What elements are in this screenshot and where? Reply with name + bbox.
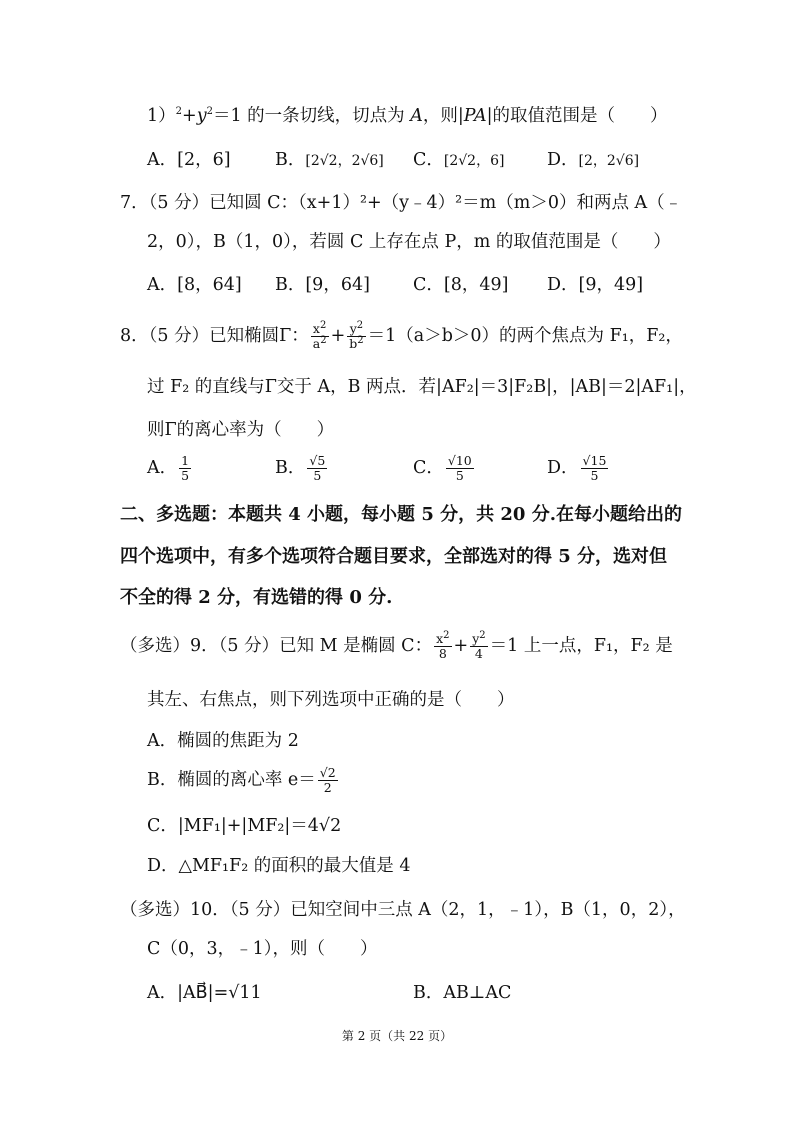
q9-line-1: （多选）9．（5 分）已知 M 是椭圆 C： $\frac{x^2}{8}$ + $\frac{y^2}{4}$ ＝1 上一点，F₁，F₂ 是 (120, 629, 673, 661)
q8-line-2: 过 F₂ 的直线与Γ交于 A，B 两点．若|AF₂|＝3|F₂B|，|AB|＝2|AF₁|， (147, 377, 697, 397)
q6-option-d: D．[2，2√6] (547, 150, 640, 170)
q8-fraction-x: $\frac{x^2}{a^2}$ (312, 319, 327, 351)
section-heading-line-2: 四个选项中，有多个选项符合题目要求，全部选对的得 5 分，选对但 (120, 546, 668, 567)
q8-line-1: 8．（5 分）已知椭圆Γ： $\frac{x^2}{a^2}$ + $\frac{y^2}{b^2}$ ＝1（a＞b＞0）的两个焦点为 F₁，F₂， (120, 319, 683, 351)
q8-option-a: A． $\frac{1}{5}$ (147, 453, 190, 483)
q7-option-b: B．[9，64] (275, 275, 370, 295)
q7-line-1: 7．（5 分）已知圆 C：（x+1）²+（y﹣4）²＝m（m＞0）和两点 A（﹣ (120, 193, 683, 213)
q9-option-d: D．△MF₁F₂ 的面积的最大值是 4 (147, 856, 411, 876)
q10-option-a: A．|AB⃗|=√11 (147, 983, 262, 1003)
q10-option-b: B．AB⊥AC (413, 983, 512, 1003)
q8-option-c: C． $\frac{√10}{5}$ (413, 453, 472, 483)
q7-option-a: A．[8，64] (147, 275, 242, 295)
q10-line-2: C（0，3，﹣1），则（ ） (147, 939, 378, 959)
q8-option-b: B． $\frac{√5}{5}$ (275, 453, 326, 483)
section-heading-line-3: 不全的得 2 分，有选错的得 0 分. (120, 587, 393, 608)
q10-line-1: （多选）10．（5 分）已知空间中三点 A（2，1，﹣1），B（1，0，2）， (120, 900, 686, 920)
q7-option-d: D．[9，49] (547, 275, 644, 295)
q9-line-2: 其左、右焦点，则下列选项中正确的是（ ） (147, 690, 515, 710)
q6-option-b: B．[2√2，2√6] (275, 150, 384, 170)
section-heading-line-1: 二、多选题：本题共 4 小题，每小题 5 分，共 20 分.在每小题给出的 (120, 504, 682, 525)
q8-fraction-y: $\frac{y^2}{b^2}$ (349, 319, 364, 351)
q8-line-3: 则Γ的离心率为（ ） (147, 420, 335, 440)
q9-option-c: C．|MF₁|+|MF₂|＝4√2 (147, 816, 342, 836)
q7-option-c: C．[8，49] (413, 275, 509, 295)
q6-option-a: A．[2，6] (147, 150, 231, 170)
q6-option-c: C．[2√2，6] (413, 150, 505, 170)
q6-tail-line: $1)^2+y^2=1$ 的一条切线，切点为 A，则|PA|的取值范围是（ ） (147, 106, 668, 126)
q9-option-b: B．椭圆的离心率 e＝ $\frac{√2}{2}$ (147, 765, 336, 795)
q9-fraction-x: $\frac{x^2}{8}$ (436, 629, 450, 661)
q9-option-a: A．椭圆的焦距为 2 (147, 731, 299, 751)
q9-fraction-y: $\frac{y^2}{4}$ (472, 629, 486, 661)
q7-line-2: 2，0），B（1，0），若圆 C 上存在点 P，m 的取值范围是（ ） (147, 232, 671, 252)
page-footer: 第 2 页（共 22 页） (341, 1029, 453, 1043)
q8-option-d: D． $\frac{√15}{5}$ (547, 453, 607, 483)
